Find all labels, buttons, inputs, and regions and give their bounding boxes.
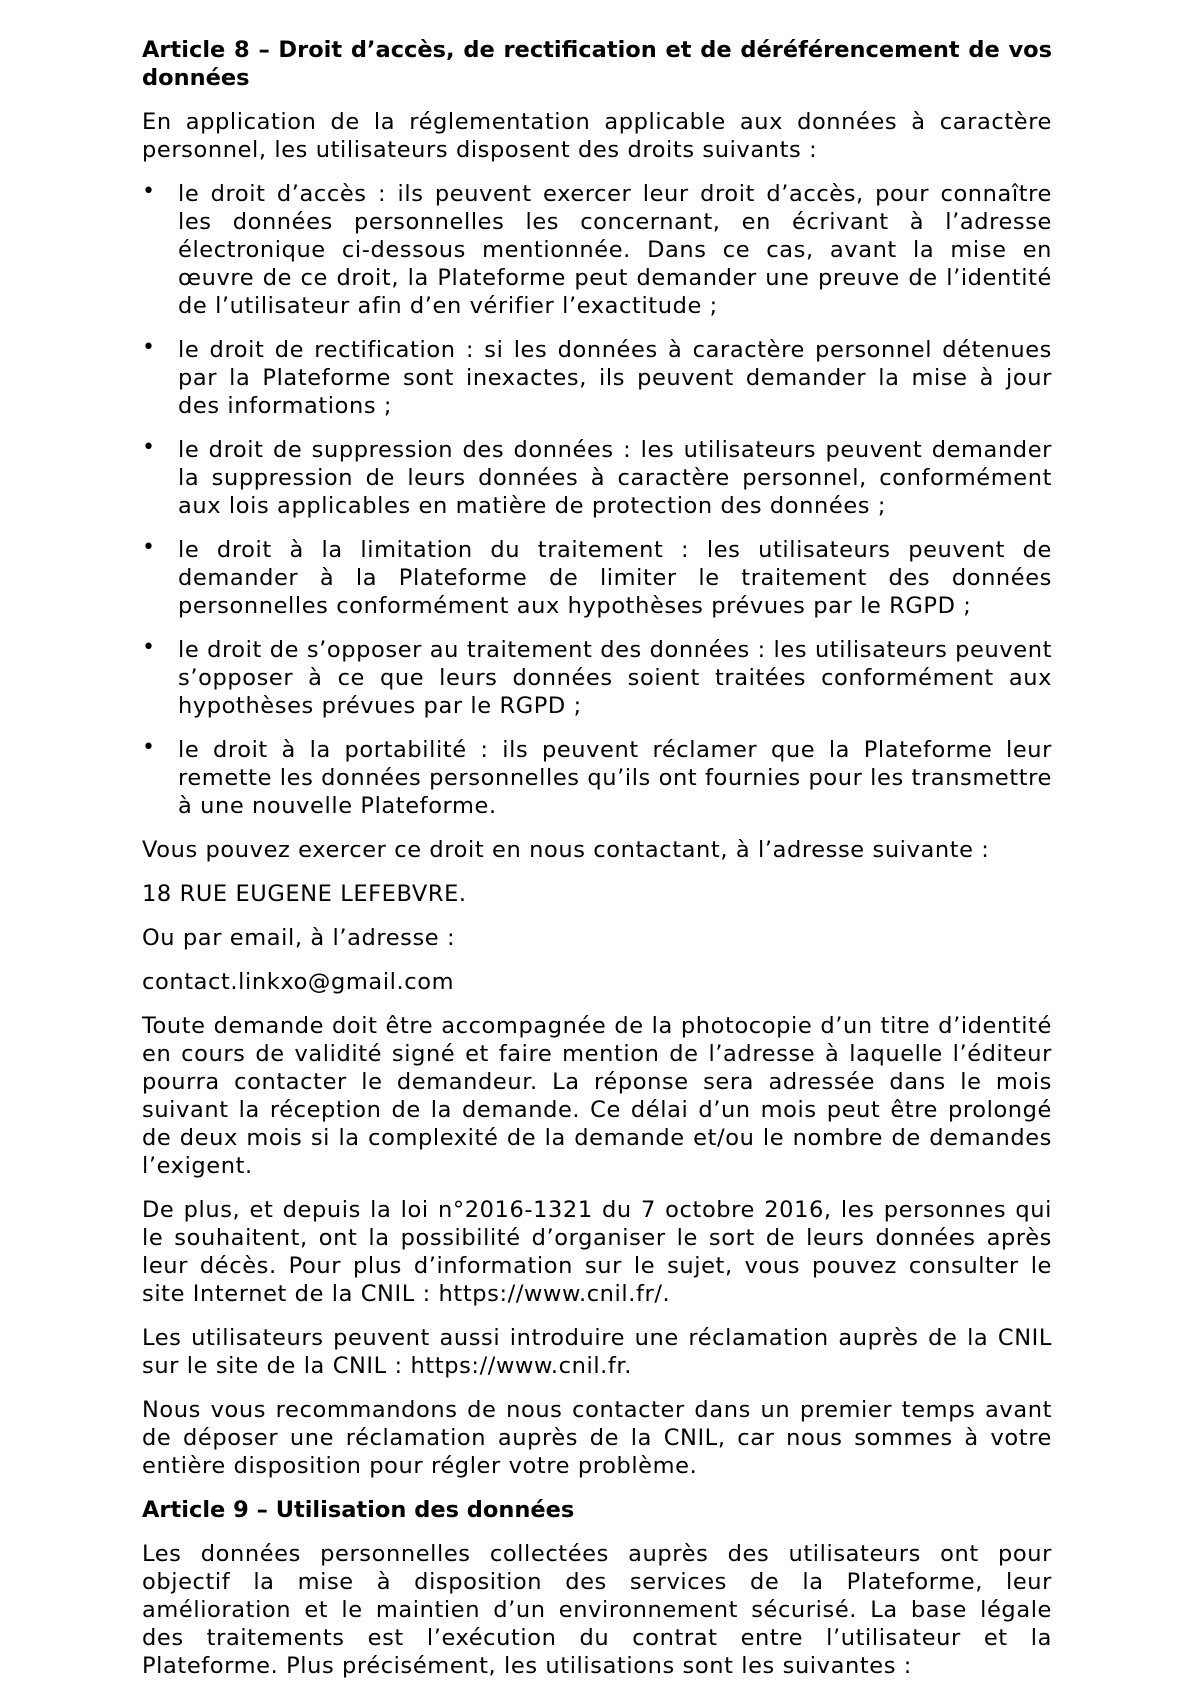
right-text: le droit de s’opposer au traitement des données : les utilisateurs peuvent s’opposer à ce que leurs données soient traitées conformément aux hypothèses prévues par le RGPD ; bbox=[178, 637, 1052, 719]
bullet-icon: • bbox=[142, 635, 156, 660]
contact-intro: Vous pouvez exercer ce droit en nous contactant, à l’adresse suivante : bbox=[142, 837, 990, 863]
law-paragraph: De plus, et depuis la loi n°2016-1321 du 7 octobre 2016, les personnes qui le souhaitent, ont la possibilité d’organiser le sort de leurs données après leur décès. Pour plus d’information sur le sujet, vous pouvez consulter le site Internet de la CNIL : https://www.cnil.fr/. bbox=[142, 1197, 1052, 1307]
right-text: le droit d’accès : ils peuvent exercer leur droit d’accès, pour connaître les données personnelles les concernant, en écrivant à l’adresse électronique ci-dessous mentionnée. Dans ce cas, avant la mise en œuvre de ce droit, la Plateforme peut demander une preuve de l’identité de l’utilisateur afin d’en vérifier l’exactitude ; bbox=[178, 181, 1052, 319]
bullet-icon: • bbox=[142, 435, 156, 460]
right-access bbox=[142, 180, 1052, 320]
right-deletion bbox=[142, 436, 1052, 520]
article-9-paragraph: Les données personnelles collectées auprès des utilisateurs ont pour objectif la mise à disposition des services de la Plateforme, leur amélioration et le maintien d’un environnement sécurisé. La base légale des traitements est l’exécution du contrat entre l’utilisateur et la Plateforme. Plus précisément, les utilisations sont les suivantes : bbox=[142, 1541, 1052, 1679]
bullet-icon: • bbox=[142, 535, 156, 560]
right-portability bbox=[142, 736, 1052, 820]
right-opposition bbox=[142, 636, 1052, 720]
article-8-intro: En application de la réglementation applicable aux données à caractère personnel, les utilisateurs disposent des droits suivants : bbox=[142, 109, 1052, 163]
right-limitation bbox=[142, 536, 1052, 620]
right-text: le droit à la portabilité : ils peuvent réclamer que la Plateforme leur remette les données personnelles qu’ils ont fournies pour les transmettre à une nouvelle Plateforme. bbox=[178, 737, 1052, 819]
article-8-title: Article 8 – Droit d’accès, de rectification et de déréférencement de vos données bbox=[142, 37, 1052, 91]
postal-address: 18 RUE EUGENE LEFEBVRE. bbox=[142, 881, 467, 907]
email-intro: Ou par email, à l’adresse : bbox=[142, 925, 456, 951]
article-9-title: Article 9 – Utilisation des données bbox=[142, 1497, 575, 1523]
rights-list bbox=[142, 180, 1052, 820]
document-page bbox=[142, 36, 1052, 1696]
bullet-icon: • bbox=[142, 735, 156, 760]
right-text: le droit à la limitation du traitement : les utilisateurs peuvent de demander à la Plateforme de limiter le traitement des données personnelles conformément aux hypothèses prévues par le RGPD ; bbox=[178, 537, 1052, 619]
contact-email: contact.linkxo@gmail.com bbox=[142, 969, 455, 995]
right-text: le droit de suppression des données : les utilisateurs peuvent demander la suppression de leurs données à caractère personnel, conformément aux lois applicables en matière de protection des données ; bbox=[178, 437, 1052, 519]
recommend-paragraph: Nous vous recommandons de nous contacter dans un premier temps avant de déposer une réclamation auprès de la CNIL, car nous sommes à votre entière disposition pour régler votre problème. bbox=[142, 1397, 1052, 1479]
right-text: le droit de rectification : si les données à caractère personnel détenues par la Plateforme sont inexactes, ils peuvent demander la mise à jour des informations ; bbox=[178, 337, 1052, 419]
request-paragraph: Toute demande doit être accompagnée de la photocopie d’un titre d’identité en cours de validité signé et faire mention de l’adresse à laquelle l’éditeur pourra contacter le demandeur. La réponse sera adressée dans le mois suivant la réception de la demande. Ce délai d’un mois peut être prolongé de deux mois si la complexité de la demande et/ou le nombre de demandes l’exigent. bbox=[142, 1013, 1052, 1179]
bullet-icon: • bbox=[142, 179, 156, 204]
cnil-paragraph: Les utilisateurs peuvent aussi introduire une réclamation auprès de la CNIL sur le site de la CNIL : https://www.cnil.fr. bbox=[142, 1325, 1052, 1379]
right-rectification bbox=[142, 336, 1052, 420]
bullet-icon: • bbox=[142, 335, 156, 360]
